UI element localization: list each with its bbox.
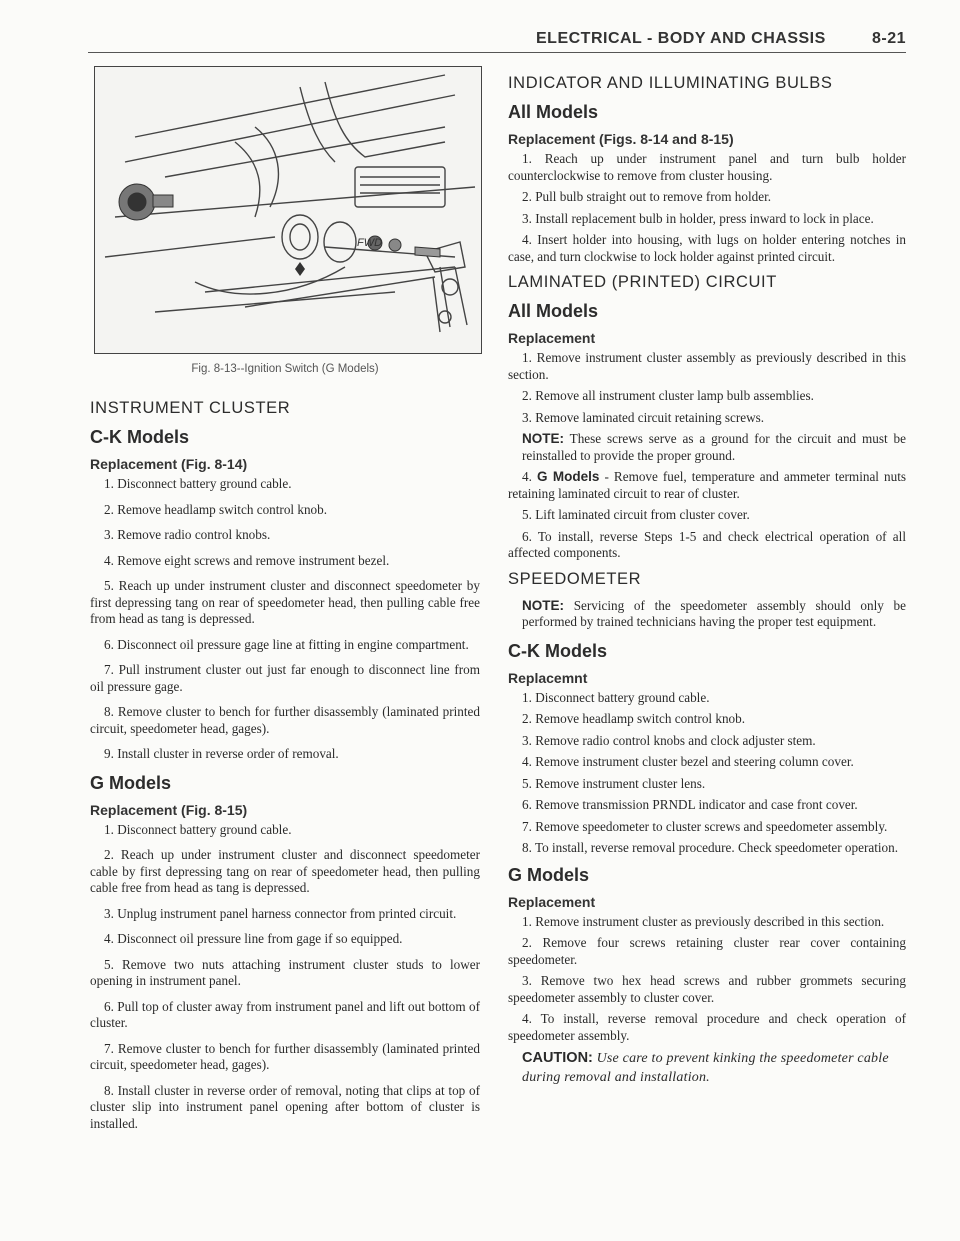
step: 8. To install, reverse removal procedure. Check speedometer operation. [522, 840, 899, 855]
heading-g-models: G Models [90, 772, 172, 793]
step: 4. Disconnect oil pressure line from gage if so equipped. [104, 931, 403, 946]
step: 1. Disconnect battery ground cable. [104, 821, 292, 837]
step: 2. Remove four screws retaining cluster rear cover containing speedometer. [508, 935, 906, 967]
circuit-steps [508, 350, 906, 562]
step: 1. Disconnect battery ground cable. [522, 689, 710, 705]
subheading-replacement-g: Replacement (Fig. 8-15) [90, 801, 248, 818]
step: 8. Remove cluster to bench for further disassembly (laminated printed circuit, speedometer head, gages). [90, 704, 480, 736]
step: 8. Install cluster in reverse order of removal, noting that clips at top of cluster slip into instrument panel opening after bottom of cluster is installed. [90, 1082, 480, 1131]
step: 3. Remove radio control knobs. [104, 527, 271, 542]
step: 1. Reach up under instrument panel and turn bulb holder counterclockwise to remove from cluster housing. [508, 151, 906, 183]
figure-label-fwd: FWD [357, 237, 383, 249]
ignition-switch-illustration [95, 67, 481, 353]
step: 1. Disconnect battery ground cable. [104, 476, 292, 491]
step: 2. Remove all instrument cluster lamp bulb assemblies. [522, 388, 814, 403]
caution-text: Use care to prevent kinking the speedometer cable during removal and installation. [522, 1051, 889, 1085]
step: 6. Remove transmission PRNDL indicator and case front cover. [522, 797, 858, 812]
step-number: 4. [522, 469, 537, 484]
caution-label: CAUTION: [522, 1050, 593, 1066]
step: 4. To install, reverse removal procedure and check operation of speedometer assembly. [508, 1011, 906, 1043]
step: 9. Install cluster in reverse order of removal. [104, 746, 339, 761]
speedometer-note [508, 598, 906, 631]
ignition-switch-figure [94, 66, 482, 354]
left-column [90, 66, 480, 1142]
page-header [536, 30, 906, 48]
step-text: - Remove fuel, temperature and ammeter terminal nuts retaining laminated circuit to rear of cluster. [508, 469, 906, 501]
step: 4. Insert holder into housing, with lugs on holder entering notches in case, and turn clockwise to lock holder against printed circuit. [508, 232, 906, 264]
header-rule [88, 52, 906, 53]
subheading-replacement-circuit: Replacement [508, 330, 596, 346]
bulb-steps [508, 151, 906, 265]
step: 7. Remove cluster to bench for further disassembly (laminated printed circuit, speedometer head, gages). [90, 1040, 480, 1072]
step: 2. Reach up under instrument cluster and disconnect speedometer cable by first depressing tang on rear of speedometer head, then pulling cable free from head as tang is depressed. [90, 847, 480, 895]
step: 2. Remove headlamp switch control knob. [104, 501, 328, 517]
subheading-replacement-ck: Replacement (Fig. 8-14) [90, 456, 248, 472]
step: 3. Install replacement bulb in holder, press inward to lock in place. [522, 210, 874, 226]
heading-ck-models: C-K Models [90, 427, 189, 447]
step: 6. To install, reverse Steps 1-5 and check electrical operation of all affected components. [508, 528, 906, 560]
step: 2. Remove headlamp switch control knob. [522, 711, 746, 726]
heading-speedometer: SPEEDOMETER [508, 569, 642, 588]
note-label: NOTE: [522, 431, 564, 446]
step: 3. Unplug instrument panel harness connector from printed circuit. [104, 905, 457, 921]
circuit-note [508, 431, 906, 464]
step: 4. Remove eight screws and remove instrument bezel. [104, 552, 390, 568]
step: 5. Reach up under instrument cluster and disconnect speedometer by first depressing tang on rear of speedometer head, then pulling cable free from head as tang is depressed. [90, 578, 480, 626]
heading-ck-models-speedo: C-K Models [508, 640, 607, 661]
header-title: ELECTRICAL - BODY AND CHASSIS [536, 30, 826, 47]
g-speedo-steps [508, 914, 906, 1088]
ck-cluster-steps [90, 476, 480, 763]
step: 3. Remove laminated circuit retaining screws. [522, 409, 765, 425]
subheading-replacemnt: Replacemnt [508, 669, 588, 686]
subheading-replacement-speedo-g: Replacement [508, 893, 596, 910]
heading-instrument-cluster: INSTRUMENT CLUSTER [90, 399, 291, 417]
step: 2. Pull bulb straight out to remove from holder. [522, 189, 772, 204]
step: 5. Lift laminated circuit from cluster cover. [522, 507, 750, 522]
ck-speedo-steps [508, 690, 906, 857]
step: 6. Disconnect oil pressure gage line at fitting in engine compartment. [104, 636, 469, 652]
heading-g-models-speedo: G Models [508, 864, 590, 885]
note-label: NOTE: [522, 597, 564, 613]
step-model-label: G Models [536, 469, 600, 484]
heading-laminated-circuit: LAMINATED (PRINTED) CIRCUIT [508, 273, 777, 291]
page-number: 8-21 [871, 30, 906, 47]
step: 5. Remove instrument cluster lens. [522, 775, 706, 791]
subheading-replacement-bulbs: Replacement (Figs. 8-14 and 8-15) [508, 131, 734, 147]
step: 4. Remove instrument cluster bezel and steering column cover. [522, 754, 854, 769]
heading-bulbs: INDICATOR AND ILLUMINATING BULBS [508, 74, 833, 92]
step: 5. Remove two nuts attaching instrument cluster studs to lower opening in instrument panel. [90, 956, 480, 988]
step: 7. Remove speedometer to cluster screws and speedometer assembly. [522, 818, 888, 834]
step: 1. Remove instrument cluster as previously described in this section. [522, 913, 885, 929]
figure-caption: Fig. 8-13--Ignition Switch (G Models) [191, 363, 379, 375]
caution-note [508, 1049, 906, 1087]
note-text: These screws serve as a ground for the circuit and must be reinstalled to provide the proper ground. [522, 431, 906, 463]
heading-all-models-circuit: All Models [508, 301, 599, 321]
step: 3. Remove radio control knobs and clock adjuster stem. [522, 732, 816, 748]
g-cluster-steps [90, 822, 480, 1133]
heading-all-models-bulbs: All Models [508, 102, 599, 122]
step: 7. Pull instrument cluster out just far enough to disconnect line from oil pressure gage. [90, 662, 480, 694]
step: 3. Remove two hex head screws and rubber grommets securing speedometer assembly to cluster cover. [508, 973, 906, 1005]
right-column [508, 74, 906, 1095]
step: 6. Pull top of cluster away from instrument panel and lift out bottom of cluster. [90, 998, 480, 1030]
step: 1. Remove instrument cluster assembly as previously described in this section. [508, 350, 906, 382]
step [508, 469, 906, 502]
note-text: Servicing of the speedometer assembly should only be performed by trained technicians having the proper test equipment. [522, 597, 906, 629]
